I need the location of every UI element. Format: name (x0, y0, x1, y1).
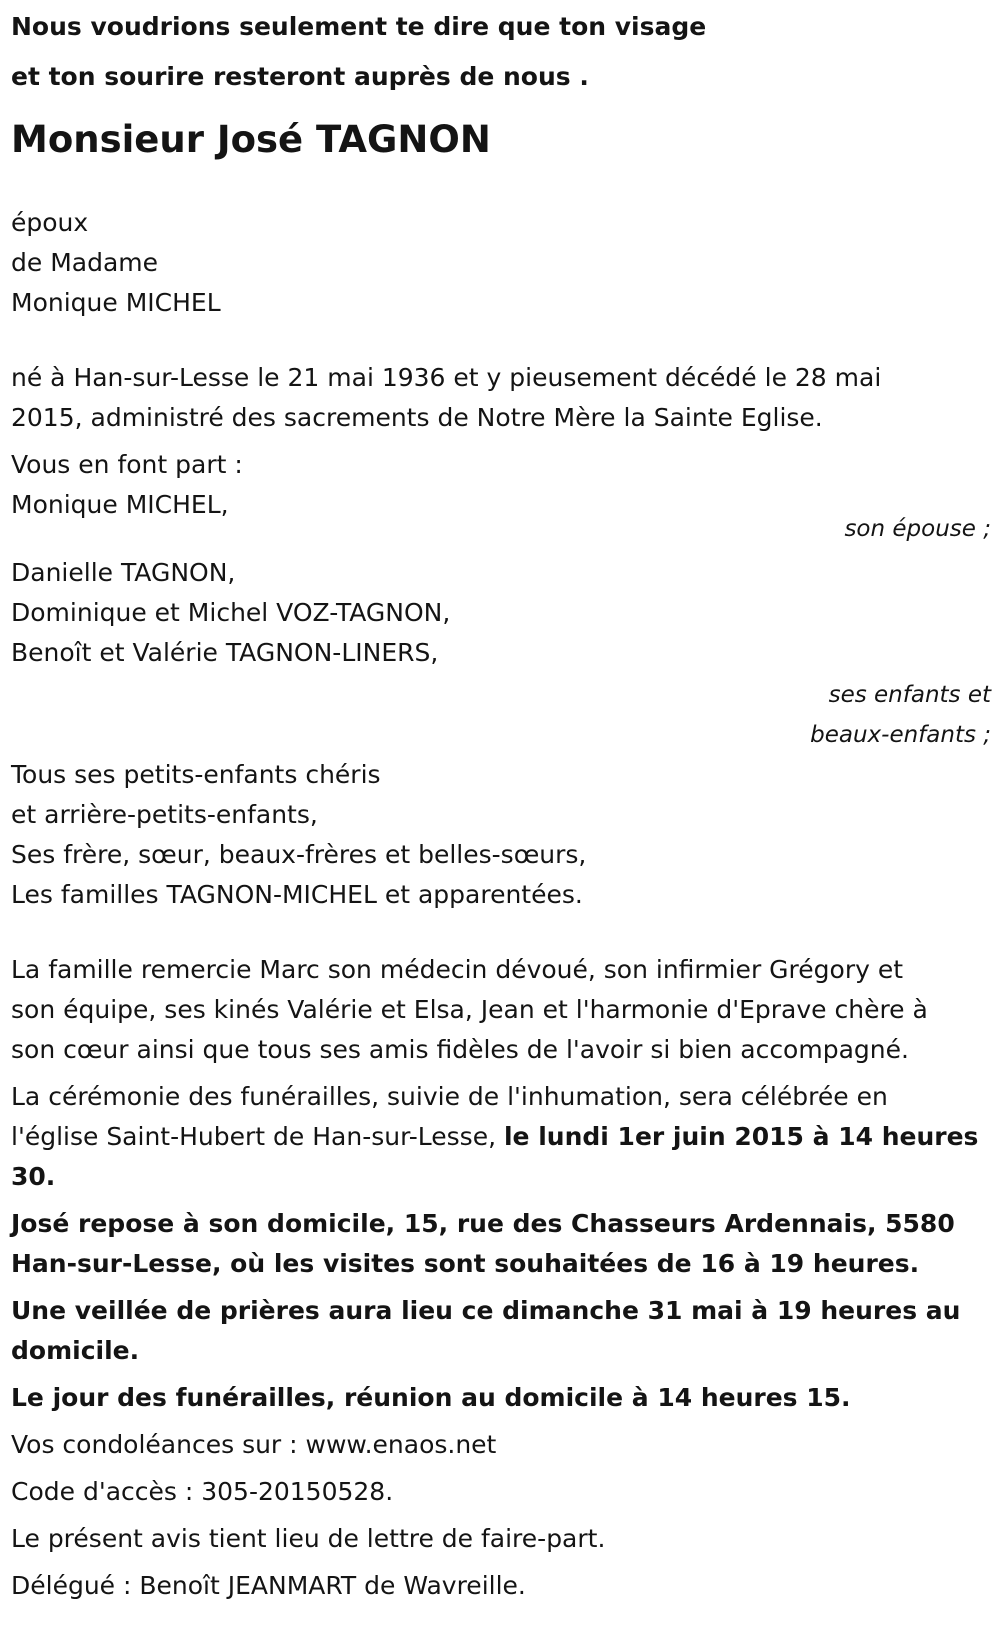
quote-line-2: et ton sourire resteront auprès de nous . (11, 62, 589, 91)
deceased-name: Monsieur José TAGNON (11, 118, 491, 161)
thanks-paragraph (11, 950, 991, 1070)
meeting-paragraph (11, 1378, 991, 1418)
family-line-1: Tous ses petits-enfants chéris (11, 760, 381, 789)
notice-line (11, 1519, 991, 1559)
family-line-3: Ses frère, sœur, beaux-frères et belles-sœurs, (11, 840, 587, 869)
delegate-line (11, 1566, 991, 1606)
delegate-text: Délégué : Benoît JEANMART de Wavreille. (11, 1571, 526, 1600)
spouse-line-1: époux (11, 208, 89, 237)
vigil-line-1: Une veillée de prières aura lieu ce dimanche 31 mai à 19 heures au (11, 1296, 961, 1325)
thanks-line-2: son équipe, ses kinés Valérie et Elsa, Jean et l'harmonie d'Eprave chère à (11, 995, 928, 1024)
access-code-line (11, 1472, 991, 1512)
announcement-intro: Vous en font part : (11, 450, 243, 479)
quote-line-1: Nous voudrions seulement te dire que ton visage (11, 12, 707, 41)
spouse-block (11, 203, 991, 323)
ceremony-line-1: La cérémonie des funérailles, suivie de l'inhumation, sera célébrée en (11, 1082, 888, 1111)
family-line-2: et arrière-petits-enfants, (11, 800, 318, 829)
access-code-text: Code d'accès : 305-20150528. (11, 1477, 394, 1506)
obituary-notice (11, 0, 991, 1606)
child-2: Dominique et Michel VOZ-TAGNON, (11, 598, 451, 627)
condolences-text: Vos condoléances sur : www.enaos.net (11, 1430, 497, 1459)
thanks-line-1: La famille remercie Marc son médecin dévoué, son infirmier Grégory et (11, 955, 904, 984)
notice-text: Le présent avis tient lieu de lettre de faire-part. (11, 1524, 606, 1553)
children-relation-1: ses enfants et (828, 682, 991, 708)
spouse-line-2: de Madame (11, 248, 159, 277)
announcement-block (11, 445, 991, 915)
birth-line-1: né à Han-sur-Lesse le 21 mai 1936 et y pieusement décédé le 28 mai (11, 363, 882, 392)
thanks-line-3: son cœur ainsi que tous ses amis fidèles de l'avoir si bien accompagné. (11, 1035, 909, 1064)
announcement-spouse-name: Monique MICHEL, (11, 490, 229, 519)
meeting-line-1: Le jour des funérailles, réunion au domicile à 14 heures 15. (11, 1383, 851, 1412)
ceremony-line-3: 30. (11, 1162, 56, 1191)
birth-paragraph (11, 358, 991, 438)
ceremony-line-2 (11, 1117, 991, 1157)
rest-paragraph (11, 1204, 991, 1284)
children-list (11, 553, 991, 673)
spouse-relation: son épouse ; (844, 516, 991, 542)
opening-quote (11, 2, 991, 102)
condolences-line (11, 1425, 991, 1465)
child-3: Benoît et Valérie TAGNON-LINERS, (11, 638, 439, 667)
spouse-line-3: Monique MICHEL (11, 288, 221, 317)
vigil-paragraph (11, 1291, 991, 1371)
children-relation-2: beaux-enfants ; (810, 722, 991, 748)
birth-line-2: 2015, administré des sacrements de Notre Mère la Sainte Eglise. (11, 403, 823, 432)
other-family-list (11, 755, 991, 915)
rest-line-1: José repose à son domicile, 15, rue des Chasseurs Ardennais, 5580 (11, 1209, 955, 1238)
child-1: Danielle TAGNON, (11, 558, 236, 587)
ceremony-paragraph (11, 1077, 991, 1197)
family-line-4: Les familles TAGNON-MICHEL et apparentées. (11, 880, 583, 909)
ceremony-location: l'église Saint-Hubert de Han-sur-Lesse, (11, 1122, 504, 1151)
rest-line-2: Han-sur-Lesse, où les visites sont souhaitées de 16 à 19 heures. (11, 1249, 920, 1278)
vigil-line-2: domicile. (11, 1336, 140, 1365)
ceremony-date: le lundi 1er juin 2015 à 14 heures (503, 1122, 979, 1151)
